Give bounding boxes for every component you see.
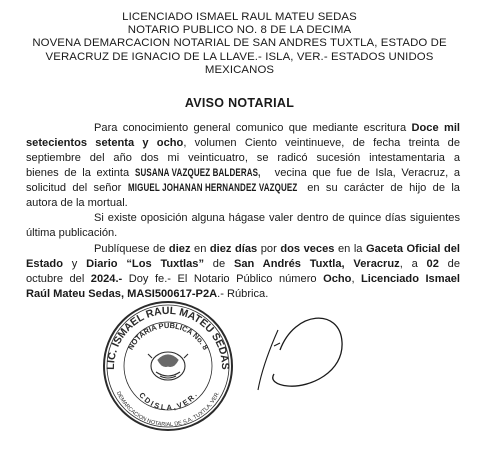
applicant-name: MIGUEL JOHANAN HERNANDEZ VAZQUEZ — [127, 181, 298, 194]
header-line: NOTARIO PUBLICO NO. 8 DE LA DECIMA — [127, 24, 352, 37]
paragraph-publication: Publíquese de diez en diez días por dos veces en la Gaceta Oficial del Estado y Diario “Los Tuxtlas” de San Andrés Tuxtla, Veracruz, a 02 de octubre del 2024.- Doy fe.- El Notario Público número Ocho, Licenciado Ismael Raúl Mateu Sedas, MASI500617-P2A.- Rúbrica. — [26, 243, 461, 300]
paragraph-opposition: Si existe oposición alguna hágase valer dentro de quince días siguientes última publicación. — [26, 212, 460, 240]
deceased-name: SUSANA VAZQUEZ BALDERAS, — [134, 166, 261, 179]
seal-bottom-text: C D I S L A , V E R . — [137, 390, 199, 413]
header-line: NOVENA DEMARCACION NOTARIAL DE SAN ANDRES TUXTLA, ESTADO DE — [32, 37, 447, 50]
paragraph-notice: Para conocimiento general comunico que mediante escritura Doce mil setecientos setenta y ocho, volumen Ciento veintinueve, de fecha treinta de septiembre del año dos mi veinticuatro, se radicó sucesión intestamentaria a bienes de la extinta SUSANA VAZQUEZ BALDERAS, vecina que fue de Isla, Veracruz, a solicitud del señor MIGUEL JOHANAN HERNANDEZ VAZQUEZ en su carácter de hijo de la autora de la mortual. — [26, 122, 460, 209]
header-line: LICENCIADO ISMAEL RAUL MATEU SEDAS — [122, 11, 357, 23]
coat-of-arms-icon — [148, 352, 188, 380]
bold-text: setecientos setenta y ocho — [26, 136, 184, 149]
bold-text: Doce mil — [411, 122, 460, 134]
notary-seal — [100, 298, 236, 434]
header-line: MEXICANOS — [204, 63, 275, 76]
signature-mark — [240, 290, 360, 400]
notice-body — [26, 121, 460, 302]
document-title: AVISO NOTARIAL — [184, 96, 295, 110]
seal-ring-text: DEMARCACION NOTARIAL DE S.A. TUXTLA, VER. — [114, 390, 222, 429]
seal-inner-text: NOTARIA PUBLICA No. 8 — [125, 320, 211, 352]
seal-outer-text: LIC. ISMAEL RAUL MATEU SEDAS — [104, 304, 232, 370]
header-line: VERACRUZ DE IGNACIO DE LA LLAVE.- ISLA, VER.- ESTADOS UNIDOS — [45, 50, 434, 63]
notary-header — [0, 11, 479, 77]
